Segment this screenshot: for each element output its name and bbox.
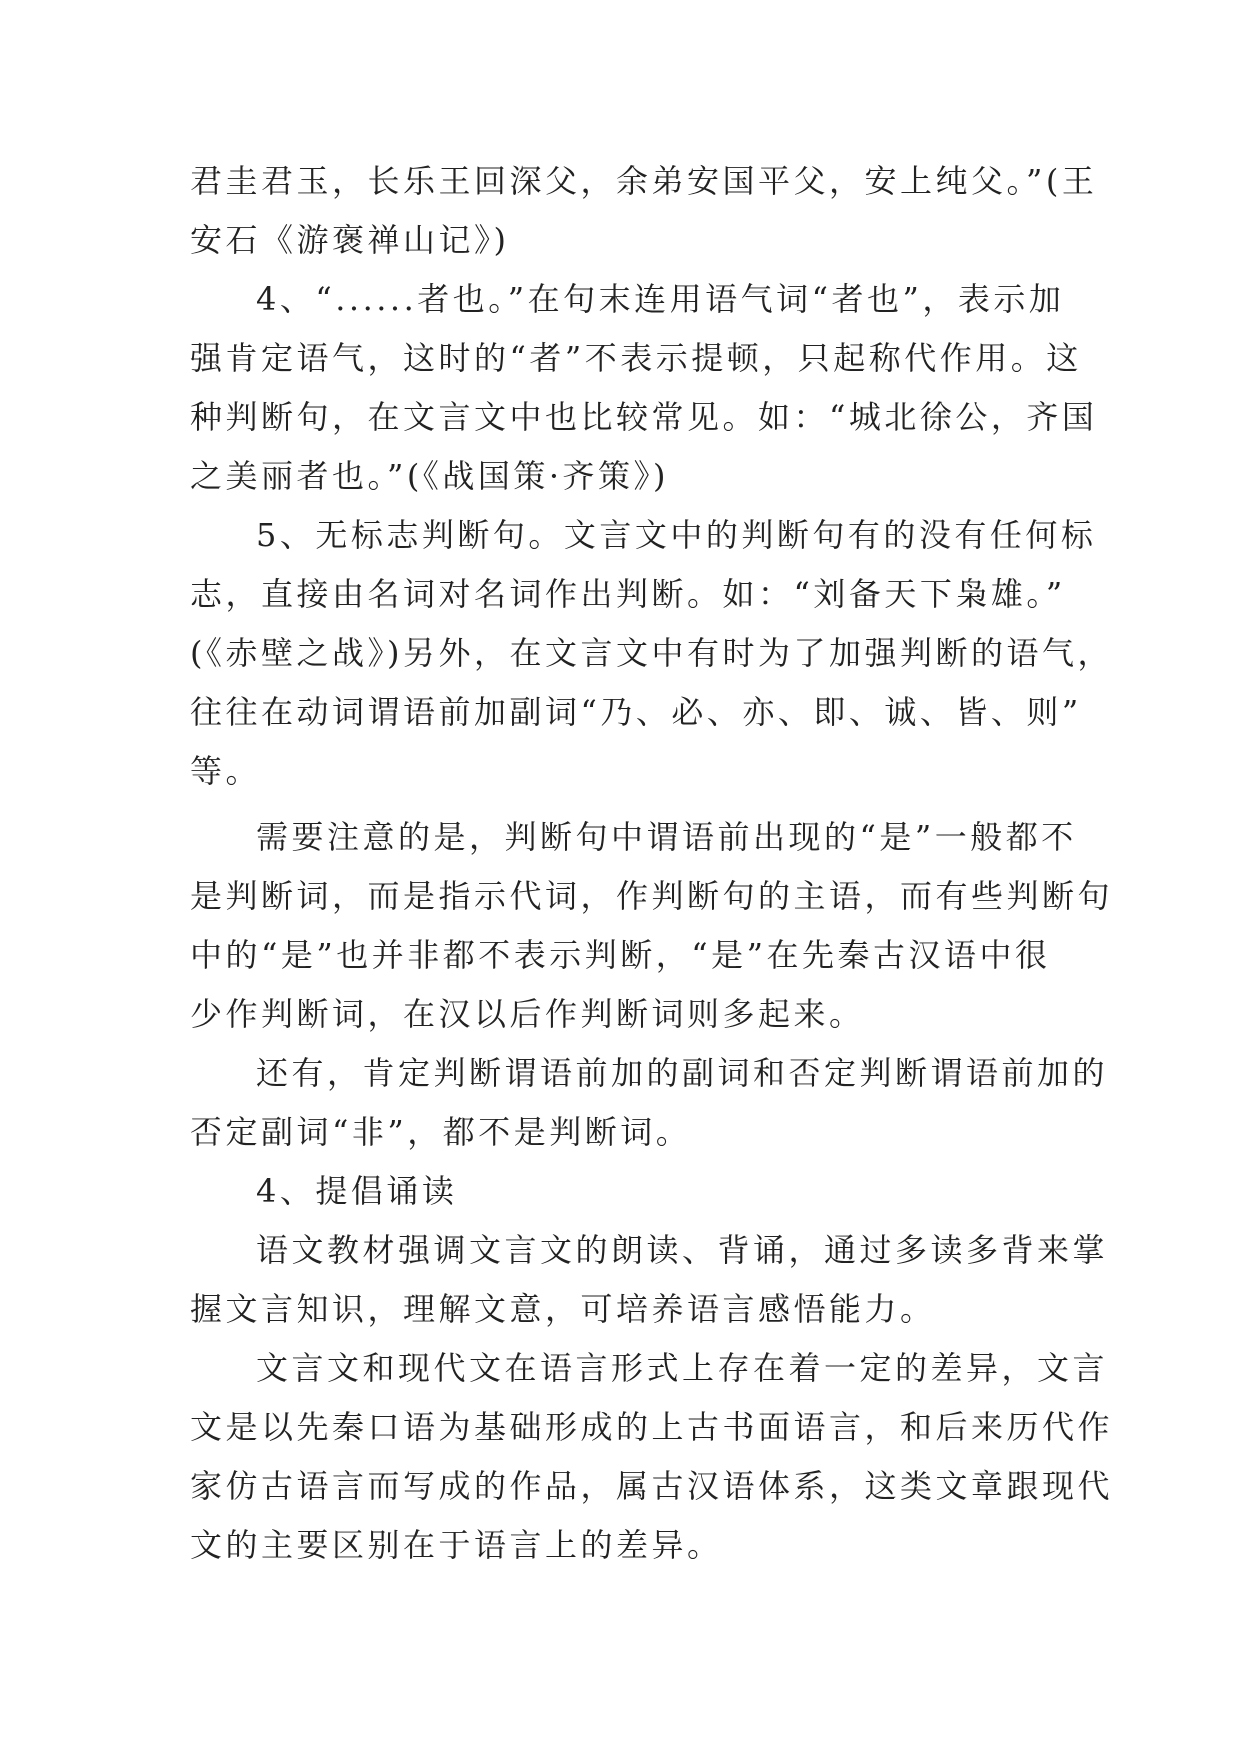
- text-line: 否定副词“非”，都不是判断词。: [190, 1113, 692, 1151]
- text-line: 之美丽者也。”(《战国策·齐策》): [190, 457, 670, 495]
- text-line: 文的主要区别在于语言上的差异。: [190, 1526, 723, 1564]
- text-line: 文是以先秦口语为基础形成的上古书面语言，和后来历代作: [190, 1408, 1114, 1446]
- body-text: [190, 152, 1114, 1575]
- text-line: 强肯定语气，这时的“者”不表示提顿，只起称代作用。这: [190, 339, 1082, 377]
- text-line: 握文言知识，理解文意，可培养语言感悟能力。: [190, 1290, 936, 1328]
- text-line: 志，直接由名词对名词作出判断。如：“刘备天下枭雄。”: [190, 575, 1066, 613]
- text-line: 种判断句，在文言文中也比较常见。如：“城北徐公，齐国: [190, 398, 1098, 436]
- section-heading: 4、提倡诵读: [256, 1172, 458, 1210]
- text-line: 家仿古语言而写成的作品，属古汉语体系，这类文章跟现代: [190, 1467, 1114, 1505]
- text-line: 等。: [190, 752, 262, 790]
- text-line: 还有，肯定判断谓语前加的副词和否定判断谓语前加的: [256, 1054, 1109, 1092]
- text-line: 往往在动词谓语前加副词“乃、必、亦、即、诚、皆、则”: [190, 693, 1082, 731]
- text-line: 安石《游褒禅山记》): [190, 221, 510, 259]
- text-line: 5、无标志判断句。文言文中的判断句有的没有任何标: [256, 516, 1097, 554]
- text-line: 语文教材强调文言文的朗读、背诵，通过多读多背来掌: [256, 1231, 1109, 1269]
- text-line: 中的“是”也并非都不表示判断，“是”在先秦古汉语中很: [190, 936, 1051, 974]
- text-line: 是判断词，而是指示代词，作判断句的主语，而有些判断句: [190, 877, 1114, 915]
- text-line: (《赤壁之战》)另外，在文言文中有时为了加强判断的语气，: [190, 634, 1113, 672]
- paragraph-gap: [190, 801, 1070, 808]
- text-line: 君圭君玉，长乐王回深父，余弟安国平父，安上纯父。”(王: [190, 162, 1098, 200]
- text-line: 4、“......者也。”在句末连用语气词“者也”，表示加: [256, 280, 1065, 318]
- text-line: 需要注意的是，判断句中谓语前出现的“是”一般都不: [256, 818, 1077, 856]
- text-line: 文言文和现代文在语言形式上存在着一定的差异，文言: [256, 1349, 1109, 1387]
- text-line: 少作判断词，在汉以后作判断词则多起来。: [190, 995, 865, 1033]
